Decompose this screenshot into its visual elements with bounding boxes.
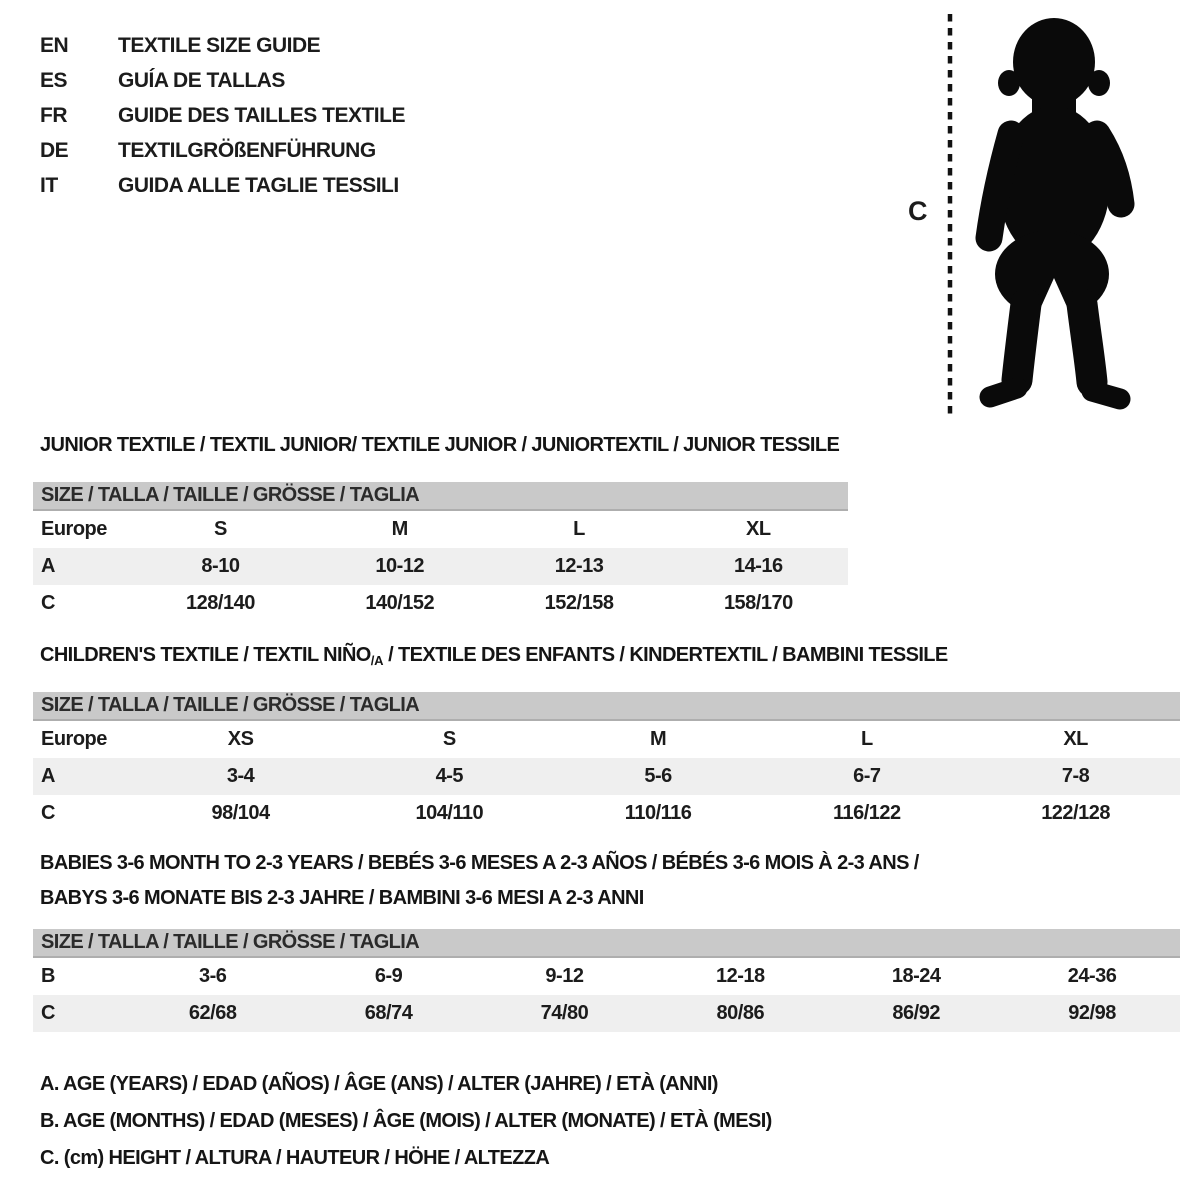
height-cell: 110/116 <box>624 802 692 824</box>
lang-title: TEXTILE SIZE GUIDE <box>118 33 321 57</box>
lang-row-es <box>40 63 405 98</box>
age-cell: 7-8 <box>1061 765 1090 787</box>
babies-size-table <box>33 929 1180 1032</box>
months-cell: 3-6 <box>198 965 227 987</box>
row-label: A <box>41 765 55 787</box>
size-header-bar: SIZE / TALLA / TAILLE / GRÖSSE / TAGLIA <box>33 482 848 511</box>
measure-legend <box>40 1066 772 1177</box>
toddler-silhouette-icon <box>964 16 1144 418</box>
lang-title: GUIDE DES TAILLES TEXTILE <box>118 103 405 127</box>
table-row-age <box>33 758 1180 795</box>
table-row-height <box>33 795 1180 832</box>
table-row-months <box>33 958 1180 995</box>
height-measure-figure <box>890 0 1200 430</box>
row-label: Europe <box>41 518 107 540</box>
size-header-bar: SIZE / TALLA / TAILLE / GRÖSSE / TAGLIA <box>33 929 1180 958</box>
age-cell: 14-16 <box>734 555 783 577</box>
legend-line-a: A. AGE (YEARS) / EDAD (AÑOS) / ÂGE (ANS) / ALTER (JAHRE) / ETÀ (ANNI) <box>40 1073 718 1095</box>
age-cell: 6-7 <box>853 765 881 787</box>
size-header-bar: SIZE / TALLA / TAILLE / GRÖSSE / TAGLIA <box>33 692 1180 721</box>
height-cell: 92/98 <box>1068 1002 1116 1024</box>
age-cell: 4-5 <box>435 765 464 787</box>
table-row-europe <box>33 511 848 548</box>
lang-code: ES <box>40 68 68 92</box>
table-row-height <box>33 585 848 622</box>
children-title-main: CHILDREN'S TEXTILE / TEXTIL NIÑO <box>40 644 371 666</box>
height-cell: 80/86 <box>716 1002 765 1024</box>
children-section-title <box>40 644 948 668</box>
months-cell: 18-24 <box>891 965 941 987</box>
size-cell: M <box>650 728 667 750</box>
lang-code: DE <box>40 138 69 162</box>
language-title-list <box>40 28 405 203</box>
table-row-age <box>33 548 848 585</box>
height-cell: 86/92 <box>892 1002 940 1024</box>
lang-title: GUÍA DE TALLAS <box>118 68 285 92</box>
height-cell: 128/140 <box>186 592 255 614</box>
height-cell: 116/122 <box>832 802 901 824</box>
lang-code: IT <box>40 173 58 197</box>
size-cell: XL <box>1063 728 1088 750</box>
lang-row-en <box>40 28 405 63</box>
lang-title: TEXTILGRÖßENFÜHRUNG <box>118 138 376 162</box>
age-cell: 5-6 <box>644 765 672 787</box>
row-label: C <box>41 592 55 614</box>
height-cell: 158/170 <box>723 592 793 614</box>
height-cell: 140/152 <box>365 592 435 614</box>
size-cell: XS <box>227 728 254 750</box>
children-size-table <box>33 692 1180 832</box>
lang-row-it <box>40 168 405 203</box>
size-cell: S <box>214 518 227 540</box>
row-label: B <box>41 965 55 987</box>
size-cell: L <box>860 728 873 750</box>
age-cell: 12-13 <box>554 555 604 577</box>
children-title-sub: /A <box>370 653 384 668</box>
row-label: C <box>41 802 55 824</box>
junior-size-table <box>33 482 848 622</box>
measure-letter-c: C <box>908 196 928 226</box>
legend-line-c: C. (cm) HEIGHT / ALTURA / HAUTEUR / HÖHE / ALTEZZA <box>40 1147 550 1169</box>
age-cell: 3-4 <box>226 765 255 787</box>
height-dashed-line-icon <box>946 14 954 418</box>
children-title-rest: / TEXTILE DES ENFANTS / KINDERTEXTIL / BAMBINI TESSILE <box>383 644 948 666</box>
months-cell: 24-36 <box>1067 965 1117 987</box>
height-cell: 98/104 <box>211 802 270 824</box>
row-label: C <box>41 1002 55 1024</box>
height-cell: 122/128 <box>1041 802 1110 824</box>
months-cell: 9-12 <box>545 965 584 987</box>
babies-section-title-line2: BABYS 3-6 MONATE BIS 2-3 JAHRE / BAMBINI 3-6 MESI A 2-3 ANNI <box>40 887 644 909</box>
size-cell: M <box>391 518 408 540</box>
table-row-height <box>33 995 1180 1032</box>
lang-code: FR <box>40 103 67 127</box>
table-row-europe <box>33 721 1180 758</box>
height-cell: 74/80 <box>540 1002 589 1024</box>
age-cell: 8-10 <box>201 555 240 577</box>
junior-section-title: JUNIOR TEXTILE / TEXTIL JUNIOR/ TEXTILE JUNIOR / JUNIORTEXTIL / JUNIOR TESSILE <box>40 434 840 456</box>
row-label: Europe <box>41 728 107 750</box>
age-cell: 10-12 <box>375 555 425 577</box>
months-cell: 12-18 <box>715 965 765 987</box>
height-cell: 104/110 <box>415 802 484 824</box>
height-cell: 152/158 <box>544 592 614 614</box>
months-cell: 6-9 <box>374 965 403 987</box>
lang-row-de <box>40 133 405 168</box>
height-cell: 62/68 <box>188 1002 237 1024</box>
size-cell: XL <box>746 518 771 540</box>
size-cell: S <box>442 728 456 750</box>
lang-row-fr <box>40 98 405 133</box>
legend-line-b: B. AGE (MONTHS) / EDAD (MESES) / ÂGE (MOIS) / ALTER (MONATE) / ETÀ (MESI) <box>40 1110 772 1132</box>
height-cell: 68/74 <box>364 1002 413 1024</box>
row-label: A <box>41 555 55 577</box>
lang-title: GUIDA ALLE TAGLIE TESSILI <box>118 173 399 197</box>
babies-section-title-line1: BABIES 3-6 MONTH TO 2-3 YEARS / BEBÉS 3-6 MESES A 2-3 AÑOS / BÉBÉS 3-6 MOIS À 2-3 ANS / <box>40 852 919 874</box>
size-cell: L <box>573 518 585 540</box>
lang-code: EN <box>40 33 69 57</box>
